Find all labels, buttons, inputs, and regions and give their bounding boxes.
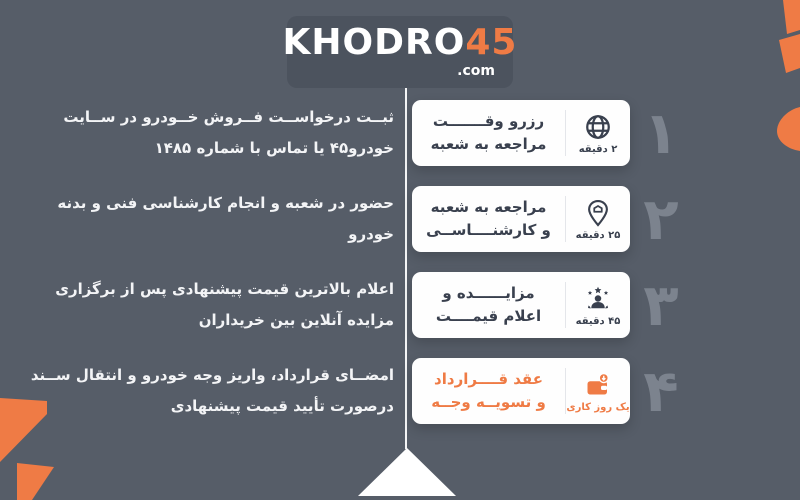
step-1-title [412,100,565,166]
step-4-title [412,358,565,424]
step-2-number: ۲ [643,185,679,253]
step-4-title-line1: عقد قــــرارداد [434,370,543,388]
step-3-card [412,272,630,338]
step-2-title-line2: و کارشنــــاســی [426,221,551,239]
step-4-icon-box [566,358,630,424]
wallet-icon [583,370,613,400]
auction-icon [583,284,613,314]
step-row-4 [0,358,800,424]
step-3-number: ۳ [643,271,679,339]
step-4-description: امضــای قرارداد، واریز وجه خودرو و انتقال ســند درصورت تأیید قیمت پیشنهادی [30,366,394,415]
step-4-card [412,358,630,424]
step-1-card [412,100,630,166]
step-2-description: حضور در شعبه و انجام کارشناسی فنی و بدنه خودرو [57,194,394,243]
step-2-title [412,186,565,252]
step-3-icon-box [566,272,630,338]
step-2-title-line1: مراجعه به شعبه [430,198,547,216]
step-3-title-line1: مزایــــــده و [442,284,535,302]
step-2-card [412,186,630,252]
logo-brand: KHODRO [282,22,466,63]
globe-icon [583,112,613,142]
logo-wordmark [282,22,518,63]
logo-brand-accent: 45 [465,22,518,63]
step-2-icon-box [566,186,630,252]
step-1-title-line1: رزرو وقـــــــت [432,112,545,130]
step-3-title [412,272,565,338]
step-4-number: ۴ [643,357,679,425]
logo [282,16,518,88]
step-1-duration: ۲ دقیقه [578,143,618,155]
step-1-title-line2: مراجعه به شعبه [430,135,547,153]
step-row-1 [0,100,800,166]
branch-location-icon [583,198,613,228]
bottom-left-shape-2 [17,463,54,500]
step-row-3 [0,272,800,338]
step-3-duration: ۴۵ دقیقه [575,315,621,327]
step-4-duration: یک روز کاری [566,401,630,413]
top-right-chevron-shape [783,0,800,34]
step-3-description: اعلام بالاترین قیمت پیشنهادی پس از برگزاری مزایده آنلاین بین خریداران [55,280,394,329]
logo-domain-suffix: .com [457,63,495,79]
step-4-title-line2: و تسویــه وجــه [431,393,546,411]
step-1-number: ۱ [643,99,679,167]
step-2-duration: ۲۵ دقیقه [575,229,621,241]
top-right-chevron-shape-2 [779,34,800,73]
step-1-icon-box [566,100,630,166]
triangle-shape [358,448,456,496]
step-row-2 [0,186,800,252]
step-1-description: ثبــت درخواســت فــروش خــودرو در ســایت خودرو۴۵ یا تماس با شماره ۱۴۸۵ [63,108,394,157]
step-3-title-line2: اعلام قیمــــت [435,307,542,325]
